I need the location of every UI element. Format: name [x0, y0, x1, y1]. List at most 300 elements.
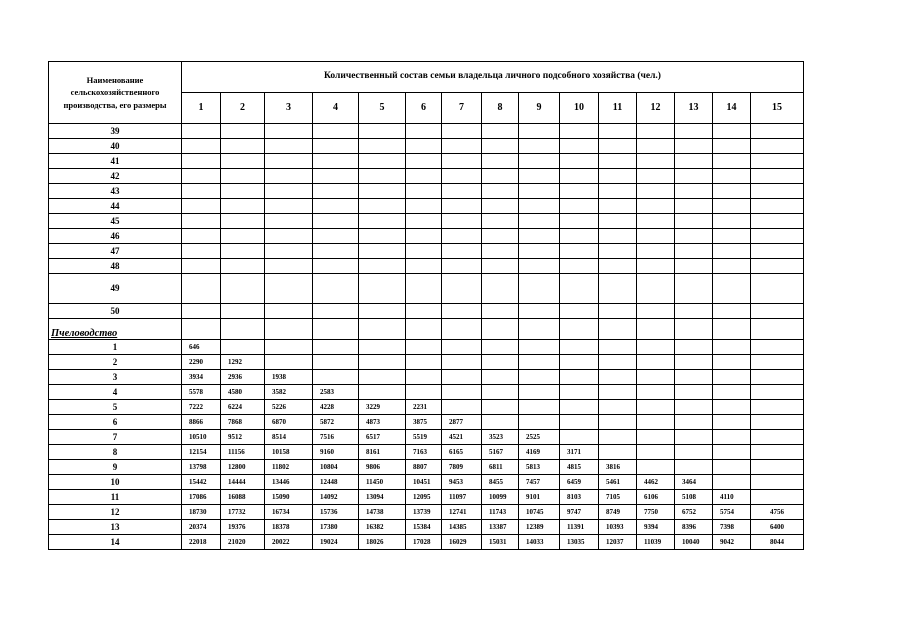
- empty-cell: [560, 124, 599, 139]
- empty-cell: [313, 169, 359, 184]
- empty-cell: [713, 415, 751, 430]
- empty-cell: [406, 274, 442, 304]
- empty-cell: [265, 259, 313, 274]
- table-row: [49, 400, 804, 415]
- empty-cell: [406, 154, 442, 169]
- name-column-header: Наименование сельскохозяйственного производства, его размеры: [49, 62, 182, 124]
- value-cell: 7457: [519, 475, 560, 490]
- empty-cell: [637, 184, 675, 199]
- empty-cell: [713, 274, 751, 304]
- table-row: [49, 445, 804, 460]
- empty-cell: [713, 430, 751, 445]
- empty-cell: [519, 415, 560, 430]
- row-label: 50: [49, 304, 182, 319]
- value-cell: 16088: [221, 490, 265, 505]
- empty-cell: [482, 139, 519, 154]
- column-header-8: 8: [482, 93, 519, 124]
- empty-cell: [519, 304, 560, 319]
- value-cell: 17028: [406, 535, 442, 550]
- empty-cell: [519, 184, 560, 199]
- empty-cell: [560, 400, 599, 415]
- empty-cell: [637, 355, 675, 370]
- empty-cell: [713, 154, 751, 169]
- empty-cell: [221, 169, 265, 184]
- empty-cell: [713, 460, 751, 475]
- empty-cell: [519, 229, 560, 244]
- value-cell: 6870: [265, 415, 313, 430]
- header-row-top: [49, 62, 804, 93]
- table-row: [49, 415, 804, 430]
- empty-cell: [599, 340, 637, 355]
- empty-cell: [406, 184, 442, 199]
- value-cell: 7222: [182, 400, 221, 415]
- empty-cell: [442, 199, 482, 214]
- empty-cell: [313, 244, 359, 259]
- value-cell: 12389: [519, 520, 560, 535]
- value-cell: 7105: [599, 490, 637, 505]
- empty-cell: [313, 154, 359, 169]
- empty-cell: [751, 304, 804, 319]
- value-cell: 7163: [406, 445, 442, 460]
- empty-cell: [406, 214, 442, 229]
- empty-cell: [599, 319, 637, 340]
- value-cell: 15384: [406, 520, 442, 535]
- empty-cell: [751, 169, 804, 184]
- empty-cell: [265, 124, 313, 139]
- value-cell: 14444: [221, 475, 265, 490]
- value-cell: 1292: [221, 355, 265, 370]
- table-row: [49, 124, 804, 139]
- value-cell: 4110: [713, 490, 751, 505]
- table-row: [49, 340, 804, 355]
- empty-cell: [637, 445, 675, 460]
- column-header-14: 14: [713, 93, 751, 124]
- empty-cell: [182, 229, 221, 244]
- empty-cell: [675, 124, 713, 139]
- empty-cell: [519, 340, 560, 355]
- value-cell: 17086: [182, 490, 221, 505]
- empty-cell: [675, 370, 713, 385]
- row-label: 13: [49, 520, 182, 535]
- value-cell: 5872: [313, 415, 359, 430]
- value-cell: 16382: [359, 520, 406, 535]
- empty-cell: [406, 229, 442, 244]
- table-row: [49, 490, 804, 505]
- empty-cell: [482, 304, 519, 319]
- empty-cell: [406, 244, 442, 259]
- column-header-10: 10: [560, 93, 599, 124]
- empty-cell: [675, 400, 713, 415]
- empty-cell: [751, 475, 804, 490]
- empty-cell: [359, 259, 406, 274]
- row-label: 10: [49, 475, 182, 490]
- empty-cell: [713, 259, 751, 274]
- row-label: 42: [49, 169, 182, 184]
- value-cell: 7398: [713, 520, 751, 535]
- empty-cell: [751, 124, 804, 139]
- value-cell: 18378: [265, 520, 313, 535]
- empty-cell: [637, 370, 675, 385]
- row-label: 8: [49, 445, 182, 460]
- value-cell: 8807: [406, 460, 442, 475]
- empty-cell: [265, 214, 313, 229]
- column-header-5: 5: [359, 93, 406, 124]
- value-cell: 2936: [221, 370, 265, 385]
- empty-cell: [359, 184, 406, 199]
- row-label: 12: [49, 505, 182, 520]
- empty-cell: [713, 304, 751, 319]
- value-cell: 3875: [406, 415, 442, 430]
- row-label: 43: [49, 184, 182, 199]
- table-row: [49, 199, 804, 214]
- empty-cell: [482, 340, 519, 355]
- empty-cell: [675, 139, 713, 154]
- value-cell: 7516: [313, 430, 359, 445]
- empty-cell: [482, 184, 519, 199]
- empty-cell: [265, 355, 313, 370]
- empty-cell: [482, 154, 519, 169]
- empty-cell: [713, 199, 751, 214]
- empty-cell: [442, 169, 482, 184]
- empty-cell: [637, 124, 675, 139]
- empty-cell: [265, 154, 313, 169]
- empty-cell: [637, 199, 675, 214]
- empty-cell: [713, 340, 751, 355]
- empty-cell: [482, 214, 519, 229]
- empty-cell: [359, 169, 406, 184]
- empty-cell: [182, 244, 221, 259]
- empty-cell: [442, 229, 482, 244]
- empty-cell: [313, 199, 359, 214]
- empty-cell: [637, 340, 675, 355]
- empty-cell: [599, 259, 637, 274]
- empty-cell: [713, 124, 751, 139]
- empty-cell: [359, 355, 406, 370]
- row-label: 46: [49, 229, 182, 244]
- empty-cell: [519, 169, 560, 184]
- value-cell: 8455: [482, 475, 519, 490]
- value-cell: 11391: [560, 520, 599, 535]
- empty-cell: [637, 154, 675, 169]
- empty-cell: [599, 139, 637, 154]
- empty-cell: [359, 154, 406, 169]
- empty-cell: [221, 259, 265, 274]
- table-row: [49, 154, 804, 169]
- empty-cell: [265, 199, 313, 214]
- table-row: [49, 169, 804, 184]
- empty-cell: [751, 199, 804, 214]
- row-label: 39: [49, 124, 182, 139]
- empty-cell: [599, 229, 637, 244]
- value-cell: 8749: [599, 505, 637, 520]
- empty-cell: [406, 139, 442, 154]
- value-cell: 5461: [599, 475, 637, 490]
- table-row: [49, 475, 804, 490]
- empty-cell: [713, 214, 751, 229]
- value-cell: 22018: [182, 535, 221, 550]
- empty-cell: [359, 199, 406, 214]
- empty-cell: [713, 184, 751, 199]
- empty-cell: [519, 214, 560, 229]
- value-cell: 6517: [359, 430, 406, 445]
- empty-cell: [406, 199, 442, 214]
- value-cell: 4228: [313, 400, 359, 415]
- value-cell: 11743: [482, 505, 519, 520]
- value-cell: 11450: [359, 475, 406, 490]
- empty-cell: [519, 259, 560, 274]
- empty-cell: [519, 274, 560, 304]
- empty-cell: [442, 259, 482, 274]
- empty-cell: [519, 319, 560, 340]
- value-cell: 18730: [182, 505, 221, 520]
- value-cell: 14738: [359, 505, 406, 520]
- empty-cell: [675, 340, 713, 355]
- value-cell: 3229: [359, 400, 406, 415]
- empty-cell: [519, 154, 560, 169]
- empty-cell: [313, 124, 359, 139]
- value-cell: 646: [182, 340, 221, 355]
- table-row: [49, 460, 804, 475]
- value-cell: 3523: [482, 430, 519, 445]
- empty-cell: [442, 139, 482, 154]
- empty-cell: [359, 244, 406, 259]
- value-cell: 8866: [182, 415, 221, 430]
- value-cell: 9160: [313, 445, 359, 460]
- empty-cell: [482, 274, 519, 304]
- empty-cell: [560, 274, 599, 304]
- value-cell: 10804: [313, 460, 359, 475]
- value-cell: 3582: [265, 385, 313, 400]
- empty-cell: [599, 169, 637, 184]
- column-header-15: 15: [751, 93, 804, 124]
- empty-cell: [675, 430, 713, 445]
- value-cell: 9806: [359, 460, 406, 475]
- value-cell: 5108: [675, 490, 713, 505]
- value-cell: 9512: [221, 430, 265, 445]
- row-label: 44: [49, 199, 182, 214]
- empty-cell: [675, 244, 713, 259]
- value-cell: 8044: [751, 535, 804, 550]
- value-cell: 17380: [313, 520, 359, 535]
- empty-cell: [519, 400, 560, 415]
- empty-cell: [751, 415, 804, 430]
- empty-cell: [599, 274, 637, 304]
- empty-cell: [182, 139, 221, 154]
- empty-cell: [675, 415, 713, 430]
- empty-cell: [182, 274, 221, 304]
- empty-cell: [359, 304, 406, 319]
- value-cell: 2231: [406, 400, 442, 415]
- value-cell: 4756: [751, 505, 804, 520]
- empty-cell: [599, 124, 637, 139]
- value-cell: 4169: [519, 445, 560, 460]
- value-cell: 4521: [442, 430, 482, 445]
- empty-cell: [751, 244, 804, 259]
- value-cell: 16029: [442, 535, 482, 550]
- empty-cell: [265, 229, 313, 244]
- column-header-1: 1: [182, 93, 221, 124]
- empty-cell: [182, 319, 221, 340]
- value-cell: 3464: [675, 475, 713, 490]
- empty-cell: [713, 355, 751, 370]
- empty-cell: [560, 355, 599, 370]
- row-label: 14: [49, 535, 182, 550]
- value-cell: 5519: [406, 430, 442, 445]
- value-cell: 7750: [637, 505, 675, 520]
- empty-cell: [406, 370, 442, 385]
- table-row: [49, 259, 804, 274]
- value-cell: 2877: [442, 415, 482, 430]
- empty-cell: [221, 139, 265, 154]
- empty-cell: [675, 229, 713, 244]
- value-cell: 8103: [560, 490, 599, 505]
- empty-cell: [519, 139, 560, 154]
- empty-cell: [675, 319, 713, 340]
- empty-cell: [637, 229, 675, 244]
- empty-cell: [560, 244, 599, 259]
- empty-cell: [182, 124, 221, 139]
- empty-cell: [313, 259, 359, 274]
- empty-cell: [560, 340, 599, 355]
- empty-cell: [221, 214, 265, 229]
- value-cell: 12741: [442, 505, 482, 520]
- empty-cell: [599, 355, 637, 370]
- value-cell: 5167: [482, 445, 519, 460]
- empty-cell: [675, 259, 713, 274]
- row-label: 48: [49, 259, 182, 274]
- empty-cell: [313, 304, 359, 319]
- empty-cell: [675, 445, 713, 460]
- empty-cell: [751, 229, 804, 244]
- empty-cell: [599, 304, 637, 319]
- empty-cell: [599, 445, 637, 460]
- value-cell: 13094: [359, 490, 406, 505]
- value-cell: 14033: [519, 535, 560, 550]
- empty-cell: [221, 124, 265, 139]
- empty-cell: [560, 415, 599, 430]
- empty-cell: [751, 490, 804, 505]
- value-cell: 10393: [599, 520, 637, 535]
- empty-cell: [359, 229, 406, 244]
- empty-cell: [751, 370, 804, 385]
- empty-cell: [442, 244, 482, 259]
- table-row: [49, 520, 804, 535]
- value-cell: 20374: [182, 520, 221, 535]
- value-cell: 6106: [637, 490, 675, 505]
- empty-cell: [482, 400, 519, 415]
- empty-cell: [599, 154, 637, 169]
- empty-cell: [560, 154, 599, 169]
- value-cell: 5754: [713, 505, 751, 520]
- value-cell: 20022: [265, 535, 313, 550]
- empty-cell: [442, 355, 482, 370]
- empty-cell: [637, 460, 675, 475]
- empty-cell: [265, 184, 313, 199]
- column-header-2: 2: [221, 93, 265, 124]
- empty-cell: [442, 274, 482, 304]
- empty-cell: [482, 244, 519, 259]
- empty-cell: [751, 340, 804, 355]
- empty-cell: [221, 244, 265, 259]
- empty-cell: [675, 214, 713, 229]
- empty-cell: [265, 319, 313, 340]
- value-cell: 14385: [442, 520, 482, 535]
- empty-cell: [560, 370, 599, 385]
- empty-cell: [442, 340, 482, 355]
- value-cell: 5226: [265, 400, 313, 415]
- value-cell: 2290: [182, 355, 221, 370]
- empty-cell: [637, 139, 675, 154]
- row-label: 4: [49, 385, 182, 400]
- empty-cell: [560, 385, 599, 400]
- value-cell: 10510: [182, 430, 221, 445]
- value-cell: 4815: [560, 460, 599, 475]
- empty-cell: [751, 385, 804, 400]
- empty-cell: [637, 214, 675, 229]
- empty-cell: [406, 355, 442, 370]
- empty-cell: [599, 415, 637, 430]
- empty-cell: [482, 259, 519, 274]
- empty-cell: [751, 460, 804, 475]
- value-cell: 15736: [313, 505, 359, 520]
- empty-cell: [713, 370, 751, 385]
- empty-cell: [359, 340, 406, 355]
- value-cell: 12448: [313, 475, 359, 490]
- empty-cell: [442, 385, 482, 400]
- empty-cell: [637, 400, 675, 415]
- table-row: [49, 535, 804, 550]
- empty-cell: [675, 460, 713, 475]
- empty-cell: [560, 430, 599, 445]
- empty-cell: [675, 274, 713, 304]
- column-header-3: 3: [265, 93, 313, 124]
- empty-cell: [675, 304, 713, 319]
- value-cell: 12037: [599, 535, 637, 550]
- value-cell: 9042: [713, 535, 751, 550]
- empty-cell: [442, 304, 482, 319]
- value-cell: 10158: [265, 445, 313, 460]
- value-cell: 6224: [221, 400, 265, 415]
- empty-cell: [265, 340, 313, 355]
- empty-cell: [359, 274, 406, 304]
- table-row: [49, 214, 804, 229]
- empty-cell: [482, 385, 519, 400]
- empty-cell: [599, 184, 637, 199]
- value-cell: 11802: [265, 460, 313, 475]
- row-label: 9: [49, 460, 182, 475]
- empty-cell: [751, 274, 804, 304]
- empty-cell: [359, 214, 406, 229]
- empty-cell: [713, 319, 751, 340]
- empty-cell: [751, 139, 804, 154]
- empty-cell: [359, 319, 406, 340]
- empty-cell: [182, 169, 221, 184]
- value-cell: 19376: [221, 520, 265, 535]
- empty-cell: [751, 430, 804, 445]
- value-cell: 10745: [519, 505, 560, 520]
- value-cell: 14092: [313, 490, 359, 505]
- empty-cell: [442, 124, 482, 139]
- value-cell: 11097: [442, 490, 482, 505]
- value-cell: 1938: [265, 370, 313, 385]
- value-cell: 9747: [560, 505, 599, 520]
- table-row: [49, 184, 804, 199]
- empty-cell: [182, 154, 221, 169]
- empty-cell: [599, 430, 637, 445]
- value-cell: 4462: [637, 475, 675, 490]
- empty-cell: [599, 244, 637, 259]
- empty-cell: [637, 244, 675, 259]
